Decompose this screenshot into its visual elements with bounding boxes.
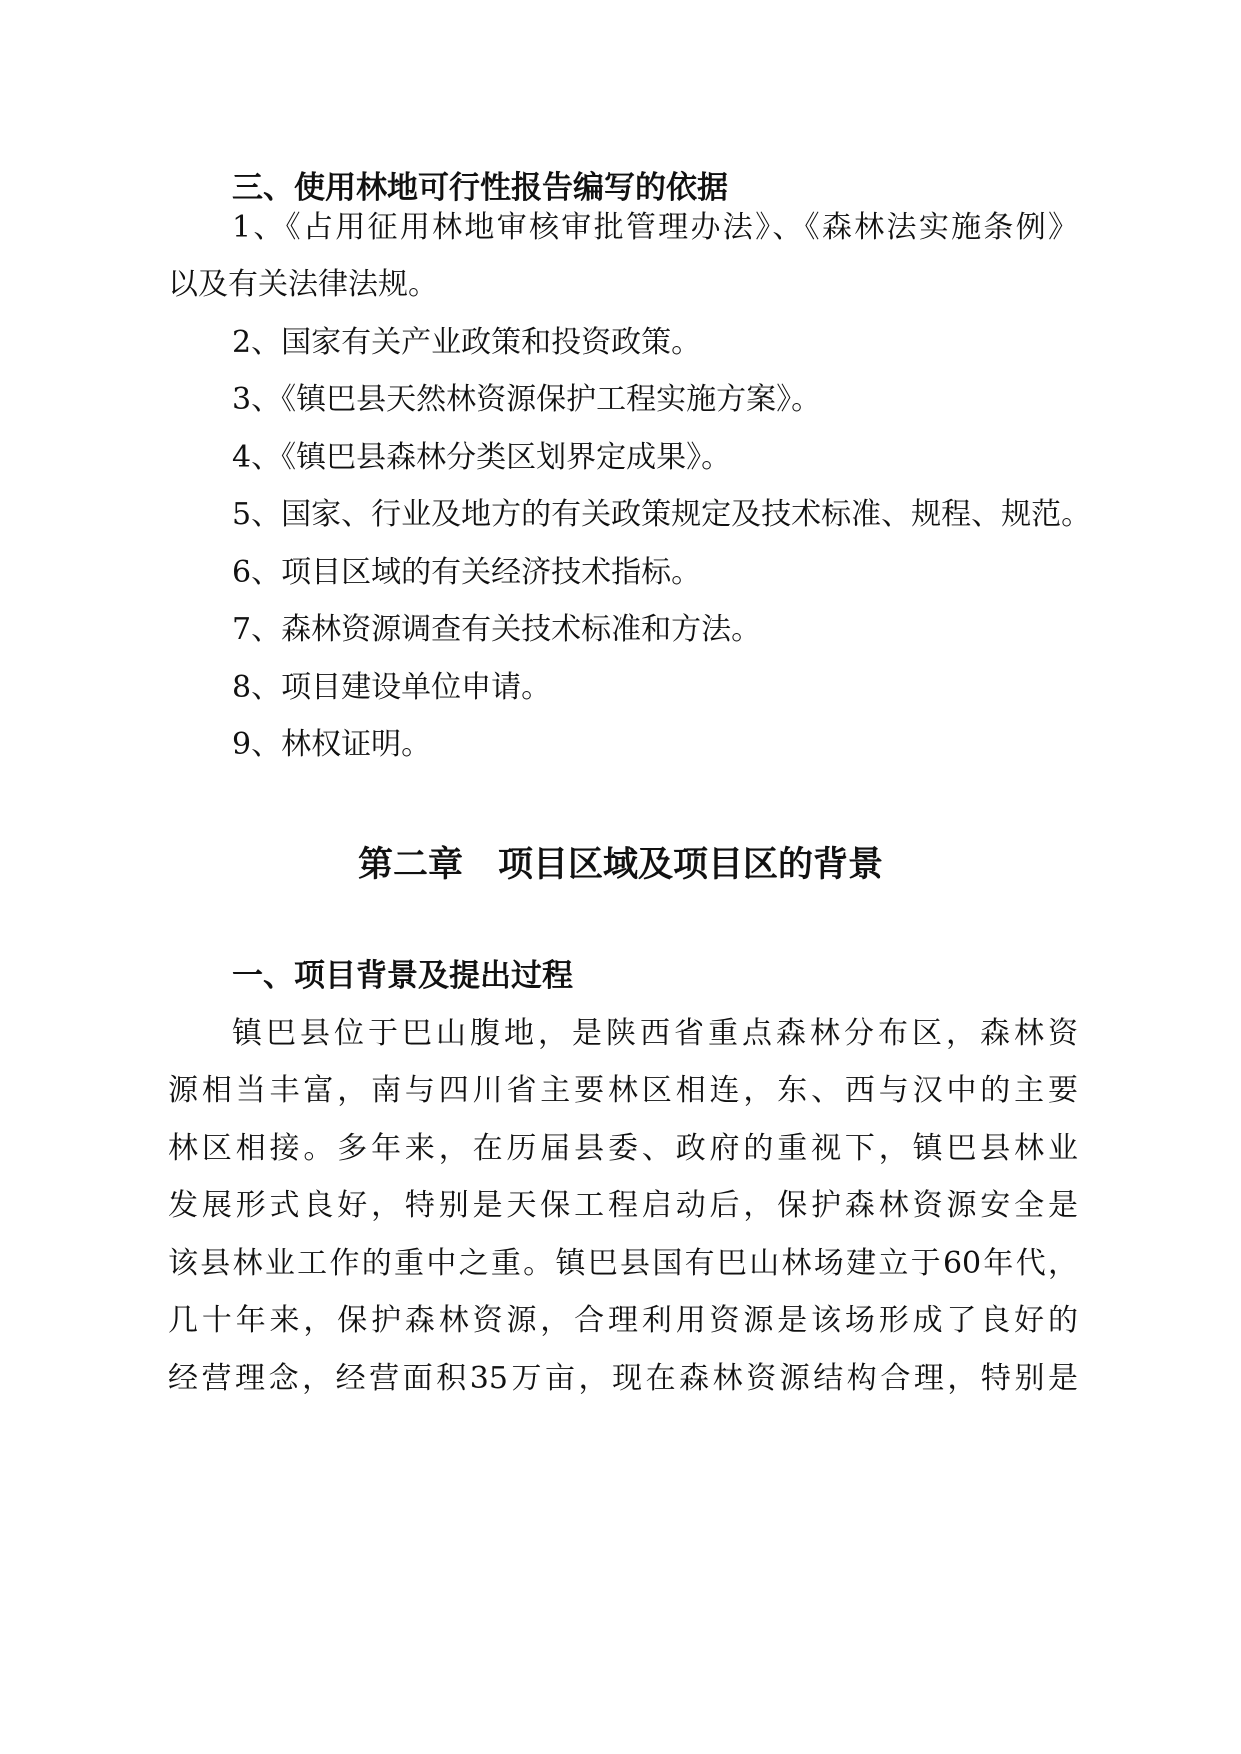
basis-item-2: 2、国家有关产业政策和投资政策。 xyxy=(232,325,702,360)
paragraph-line-2: 源相当丰富，南与四川省主要林区相连，东、西与汉中的主要 xyxy=(168,1073,1078,1108)
chapter-2-title: 第二章 项目区域及项目区的背景 xyxy=(357,845,883,885)
paragraph-line-1: 镇巴县位于巴山腹地，是陕西省重点森林分布区，森林资 xyxy=(232,1016,1078,1051)
paragraph-line-4: 发展形式良好，特别是天保工程启动后，保护森林资源安全是 xyxy=(168,1188,1078,1223)
basis-item-9: 9、林权证明。 xyxy=(232,727,432,762)
basis-item-1-continued: 以及有关法律法规。 xyxy=(168,267,438,302)
basis-item-4: 4、《镇巴县森林分类区划界定成果》。 xyxy=(232,440,732,475)
paragraph-line-7: 经营理念，经营面积35万亩，现在森林资源结构合理，特别是 xyxy=(168,1361,1078,1396)
basis-item-5: 5、国家、行业及地方的有关政策规定及技术标准、规程、规范。 xyxy=(232,497,1092,532)
basis-item-7: 7、森林资源调查有关技术标准和方法。 xyxy=(232,612,762,647)
paragraph-line-3: 林区相接。多年来，在历届县委、政府的重视下，镇巴县林业 xyxy=(168,1131,1078,1166)
basis-item-3: 3、《镇巴县天然林资源保护工程实施方案》。 xyxy=(232,382,822,417)
basis-item-8: 8、项目建设单位申请。 xyxy=(232,670,552,705)
paragraph-line-6: 几十年来，保护森林资源，合理利用资源是该场形成了良好的 xyxy=(168,1303,1078,1338)
section-3-heading: 三、使用林地可行性报告编写的依据 xyxy=(232,170,728,206)
basis-item-1: 1、《占用征用林地审核审批管理办法》、《森林法实施条例》 xyxy=(232,210,1078,245)
section-1-heading: 一、项目背景及提出过程 xyxy=(232,958,573,994)
basis-item-6: 6、项目区域的有关经济技术指标。 xyxy=(232,555,702,590)
paragraph-line-5: 该县林业工作的重中之重。镇巴县国有巴山林场建立于60年代， xyxy=(168,1246,1078,1281)
